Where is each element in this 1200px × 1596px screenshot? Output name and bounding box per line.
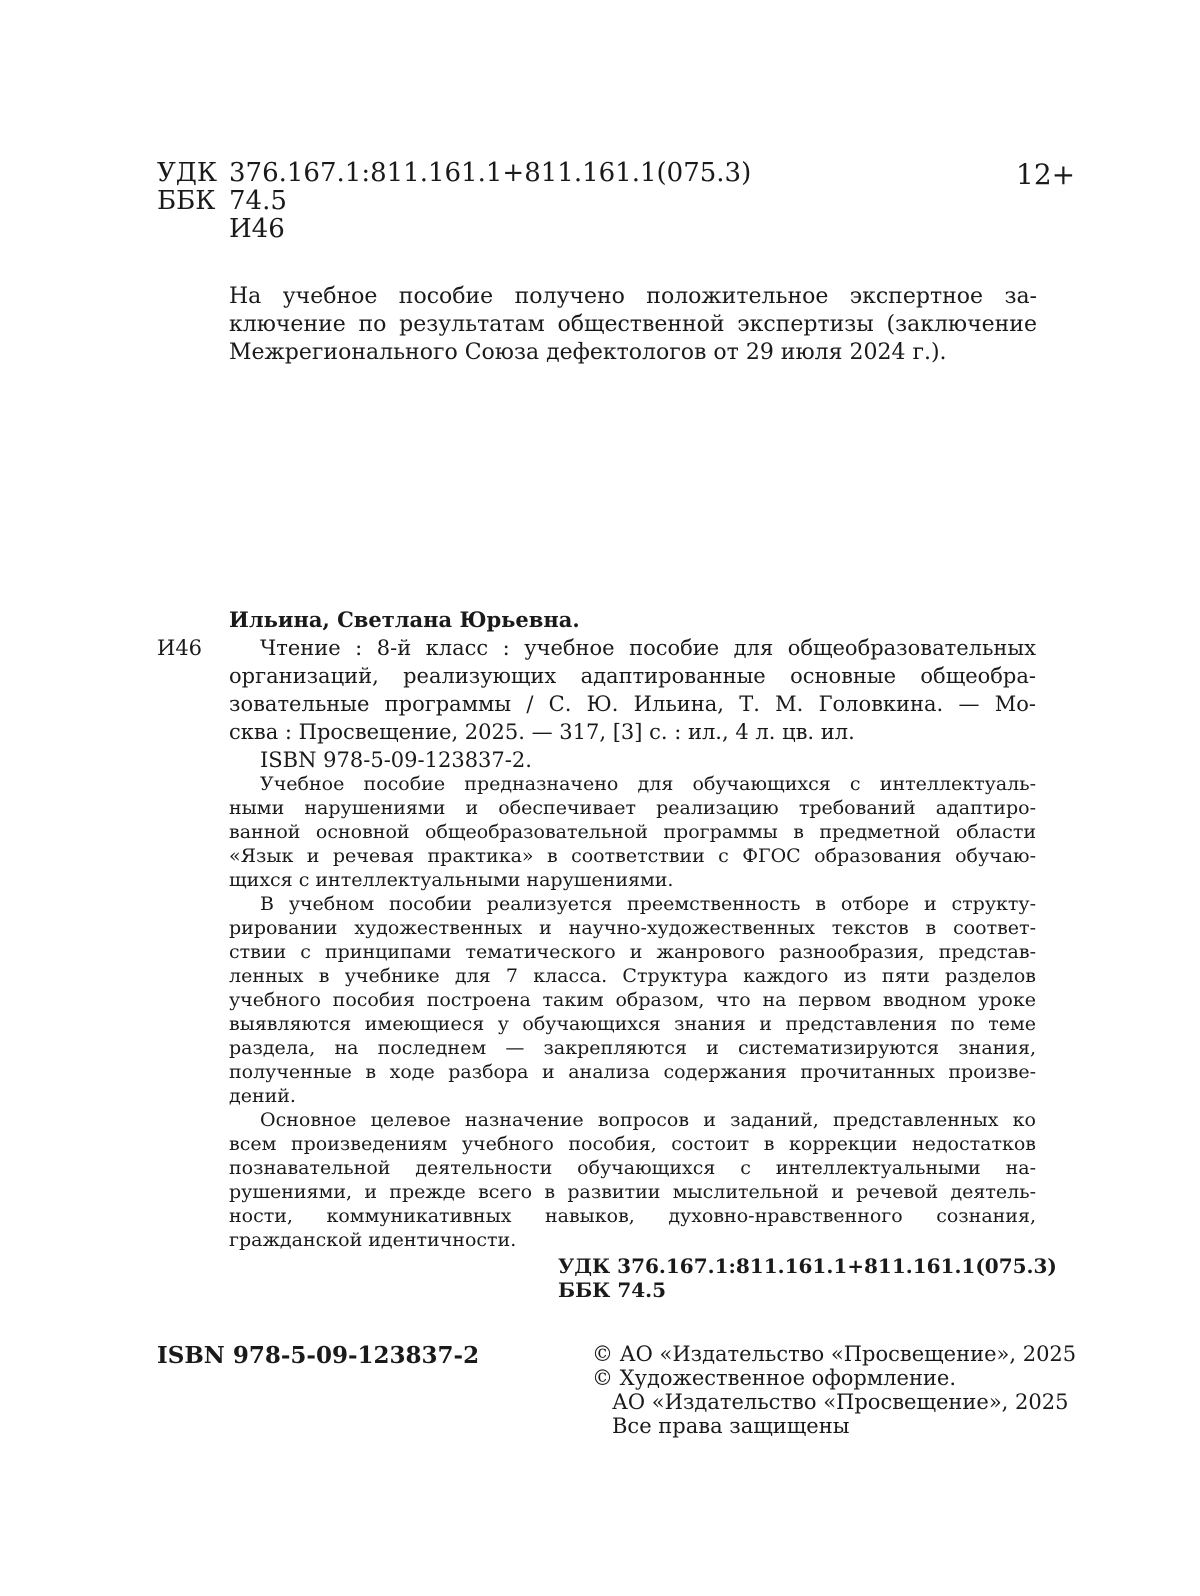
classification-bbk: ББК 74.5 — [558, 1278, 667, 1302]
abstract-line: рушениями, и прежде всего в развитии мыслительной и речевой деятель- — [229, 1181, 1036, 1203]
udk-label: УДК — [157, 158, 218, 188]
abstract-line: ствии с принципами тематического и жанрового разнообразия, представ- — [229, 941, 1036, 963]
bbk-label: ББК — [157, 186, 216, 216]
description-line: зовательные программы / С. Ю. Ильина, Т. М. Головкина. — Мо- — [229, 692, 1036, 716]
bbk-value: 74.5 — [229, 186, 287, 216]
description-line: сква : Просвещение, 2025. — 317, [3] с. : ил., 4 л. цв. ил. — [229, 720, 855, 744]
abstract-line: познавательной деятельности обучающихся с интеллектуальными на- — [229, 1157, 1036, 1179]
author-mark: И46 — [229, 214, 285, 244]
abstract-line: «Язык и речевая практика» в соответствии с ФГОС образования обучаю- — [229, 845, 1036, 867]
abstract-line: В учебном пособии реализуется преемственность в отборе и структу- — [260, 893, 1036, 915]
abstract-line: учебного пособия построена таким образом, что на первом вводном уроке — [229, 989, 1036, 1011]
copyright-line: АО «Издательство «Просвещение», 2025 — [612, 1390, 1069, 1414]
abstract-line: полученные в ходе разбора и анализа содержания прочитанных произве- — [229, 1061, 1036, 1083]
abstract-line: выявляются имеющиеся у обучающихся знания и представления по теме — [229, 1013, 1036, 1035]
abstract-line: рировании художественных и научно-художественных текстов в соответ- — [229, 917, 1036, 939]
abstract-line: Учебное пособие предназначено для обучающихся с интеллектуаль- — [260, 773, 1036, 795]
classification-udk: УДК 376.167.1:811.161.1+811.161.1(075.3) — [558, 1254, 1057, 1278]
abstract-line: дений. — [229, 1085, 296, 1107]
abstract-line: ности, коммуникативных навыков, духовно-нравственного сознания, — [229, 1205, 1036, 1227]
abstract-line: ванной основной общеобразовательной программы в предметной области — [229, 821, 1036, 843]
copyright-line: © Художественное оформление. — [592, 1366, 957, 1390]
copyright-line: Все права защищены — [612, 1414, 850, 1438]
description-line: Чтение : 8-й класс : учебное пособие для общеобразовательных — [260, 636, 1036, 660]
expert-note-line: ключение по результатам общественной экспертизы (заключение — [229, 312, 1037, 337]
footer-isbn: ISBN 978-5-09-123837-2 — [157, 1342, 480, 1369]
abstract-line: Основное целевое назначение вопросов и заданий, представленных ко — [260, 1109, 1036, 1131]
age-rating: 12+ — [1016, 158, 1076, 191]
abstract-line: раздела, на последнем — закрепляются и систематизируются знания, — [229, 1037, 1036, 1059]
udk-value: 376.167.1:811.161.1+811.161.1(075.3) — [229, 158, 752, 188]
abstract-line: всем произведениям учебного пособия, состоит в коррекции недостатков — [229, 1133, 1036, 1155]
abstract-line: ленных в учебнике для 7 класса. Структура каждого из пяти разделов — [229, 965, 1036, 987]
copyright-line: © АО «Издательство «Просвещение», 2025 — [592, 1342, 1077, 1366]
bibliography-author-mark: И46 — [157, 636, 203, 660]
author-heading: Ильина, Светлана Юрьевна. — [229, 607, 580, 632]
description-line: организаций, реализующих адаптированные основные общеобра- — [229, 664, 1036, 688]
isbn-line: ISBN 978-5-09-123837-2. — [260, 748, 532, 772]
abstract-line: ными нарушениями и обеспечивает реализацию требований адаптиро- — [229, 797, 1036, 819]
abstract-line: щихся с интеллектуальными нарушениями. — [229, 869, 674, 891]
expert-note-line: На учебное пособие получено положительное экспертное за- — [229, 284, 1037, 309]
expert-note-line: Межрегионального Союза дефектологов от 29 июля 2024 г.). — [229, 340, 947, 365]
abstract-line: гражданской идентичности. — [229, 1229, 517, 1251]
